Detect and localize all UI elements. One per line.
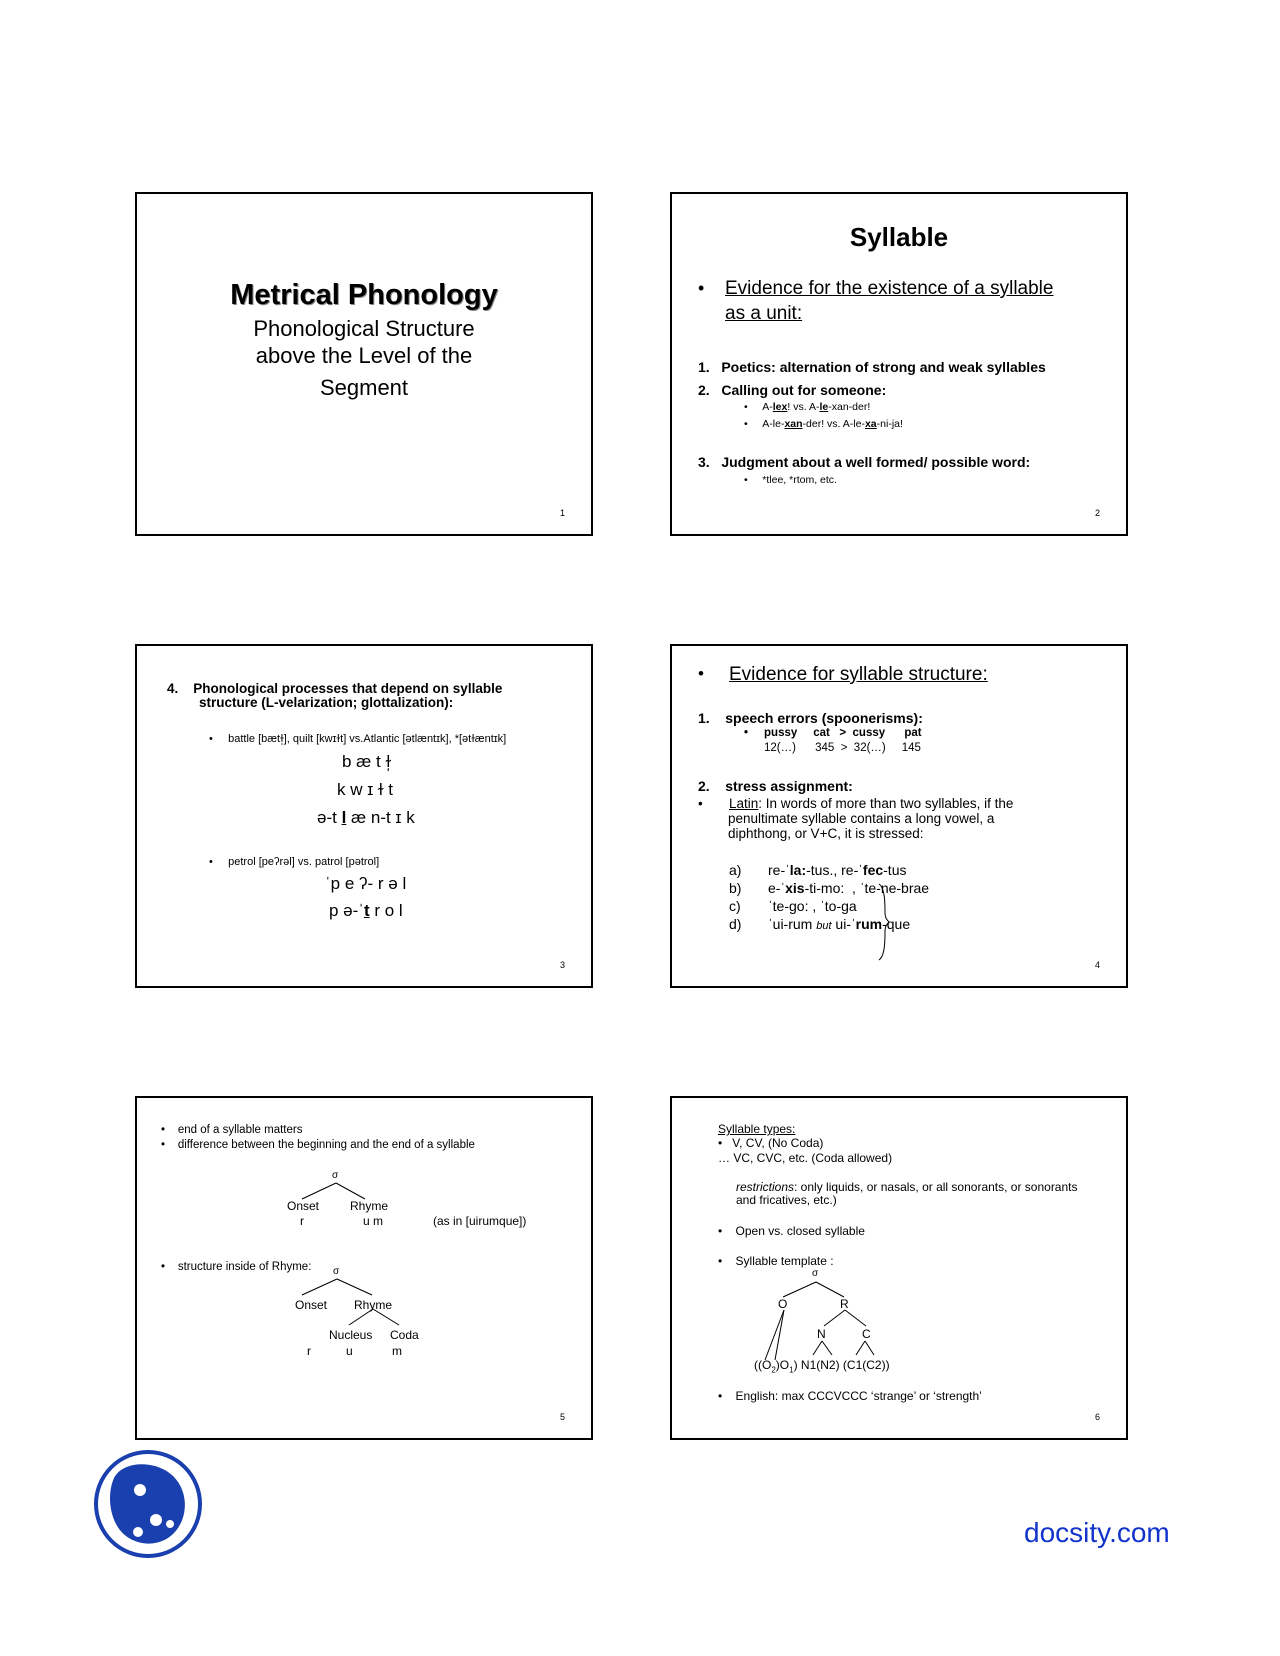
english-max: • English: max CCCVCCC ‘strange’ or ‘strength’ (718, 1389, 982, 1403)
evidence-heading-line-1: Evidence for the existence of a syllable (725, 278, 1054, 299)
syllable-brace (877, 882, 891, 962)
tree2-coda: Coda (390, 1328, 419, 1342)
tree1-note: (as in [uirumque]) (433, 1214, 527, 1228)
bullet-beginning-vs-end: • difference between the beginning and the end of a syllable (161, 1139, 475, 1151)
tree1-rhyme: Rhyme (350, 1199, 389, 1213)
types-no-coda: • V, CV, (No Coda) (718, 1136, 824, 1150)
tree2-onset: Onset (295, 1298, 328, 1312)
tree1-sigma: σ (332, 1170, 339, 1181)
label-d: d) (729, 916, 742, 932)
item-judgment: 3. Judgment about a well formed/ possible word: (698, 454, 1031, 470)
bullet-dot: • (698, 278, 705, 298)
template-nucleus: N (817, 1327, 826, 1341)
label-a: a) (729, 862, 742, 878)
bullet-end-of-syllable: • end of a syllable matters (161, 1124, 303, 1136)
tree1-r: r (300, 1214, 304, 1228)
docsity-logo[interactable] (92, 1448, 204, 1560)
example-alex: • A-lex! vs. A-le-xan-der! (744, 401, 871, 413)
tree2-u: u (346, 1344, 353, 1358)
types-coda-allowed: … VC, CVC, etc. (Coda allowed) (718, 1151, 893, 1165)
latin-example-c: ˈte-go: , ˈto-ga (768, 898, 857, 914)
slide-number: 6 (1094, 1412, 1100, 1422)
evidence-heading-line-2: as a unit: (725, 303, 803, 324)
latin-example-a: re-ˈla:-tus., re-ˈfec-tus (768, 862, 907, 878)
ipa-patrol: p ə-ˈt r o l (329, 901, 403, 920)
template-sigma: σ (812, 1268, 819, 1279)
latin-example-d: ˈui-rum but ui-ˈrum-que (768, 916, 911, 932)
slide-number: 1 (559, 508, 565, 518)
label-c: c) (729, 898, 741, 914)
example-battle: • battle [bætɫ̩], quilt [kwɪɫt] vs.Atlantic [ətlæntɪk], *[ətɫæntɪk] (209, 733, 507, 745)
template-coda: C (862, 1327, 871, 1341)
item-stress: 2. stress assignment: (698, 778, 853, 794)
slide-1-title: Metrical Phonology (230, 279, 498, 311)
template-onset: O (778, 1297, 788, 1311)
slide-number: 5 (559, 1412, 565, 1422)
template-rhyme: R (840, 1297, 849, 1311)
example-petrol: • petrol [peʔrəl] vs. patrol [pətrol] (209, 856, 380, 868)
ipa-petrol: ˈp e ʔ- r ə l (325, 874, 407, 893)
slide-4 (670, 644, 1128, 988)
tree2-nucleus: Nucleus (329, 1328, 373, 1342)
item-poetics: 1. Poetics: alternation of strong and weak syllables (698, 359, 1046, 375)
slide-3 (135, 644, 593, 988)
slide-number: 2 (1094, 508, 1100, 518)
slide-1-subtitle-3: Segment (319, 375, 409, 400)
docsity-brand[interactable]: docsity.com (1024, 1517, 1170, 1548)
slide-1-subtitle-2: above the Level of the (255, 343, 473, 368)
label-b: b) (729, 880, 742, 896)
tree2-r: r (307, 1344, 311, 1358)
bullet-structure-rhyme: • structure inside of Rhyme: (161, 1261, 312, 1273)
template-heading: • Syllable template : (718, 1254, 834, 1268)
slide-number: 4 (1094, 960, 1100, 970)
tree2-rhyme: Rhyme (354, 1298, 393, 1312)
slide-1-subtitle-1: Phonological Structure (253, 316, 475, 341)
restrictions: restrictions: only liquids, or nasals, or all sonorants, or sonorants and fricatives, etc.) (736, 1180, 1078, 1207)
example-tlee: • *tlee, *rtom, etc. (744, 474, 837, 486)
slide-5 (135, 1096, 593, 1440)
example-alexanderja: • A-le-xan-der! vs. A-le-xa-ni-ja! (744, 418, 903, 430)
open-vs-closed: • Open vs. closed syllable (718, 1224, 865, 1238)
tree2-sigma: σ (333, 1266, 340, 1277)
spoonerism-numbers: 12(…) 345 > 32(…) 145 (764, 742, 921, 754)
tree2-m: m (392, 1344, 402, 1358)
spoonerism-words: • pussy cat > cussy pat (744, 727, 922, 739)
slide-6 (670, 1096, 1128, 1440)
process-heading: 4. Phonological processes that depend on syllable structure (L-velarization; glottalization): (167, 681, 503, 710)
structure-heading: Evidence for syllable structure: (729, 664, 988, 685)
latin-rule: • Latin: In words of more than two syllables, if the penultimate syllable contains a long vowel, a diphthong, or V+C, it is stressed: (698, 796, 1014, 841)
syllable-types-heading: Syllable types: (718, 1122, 796, 1136)
template-formula: $((O_2)O_1)$ N1(N2) (C1(C2)) (754, 1358, 890, 1375)
slide-number: 3 (559, 960, 565, 970)
evidence-heading (725, 278, 1053, 328)
bullet-dot: • (698, 664, 704, 683)
slide-2 (670, 192, 1128, 536)
ipa-quilt: k w ɪ ɫ t (337, 780, 394, 799)
item-calling-out: 2. Calling out for someone: (698, 382, 887, 398)
slide-1 (135, 192, 593, 536)
item-speech-errors: 1. speech errors (spoonerisms): (698, 710, 923, 726)
slide-2-title: Syllable (849, 222, 949, 252)
tree1-um: u m (363, 1214, 384, 1228)
tree1-onset: Onset (287, 1199, 320, 1213)
ipa-battle: b æ t ɫ̩ (342, 752, 392, 771)
latin-example-b: e-ˈxis-ti-mo: , ˈte-ne-brae (768, 880, 930, 896)
ipa-atlantic: ə-t l æ n-t ɪ k (317, 808, 415, 827)
